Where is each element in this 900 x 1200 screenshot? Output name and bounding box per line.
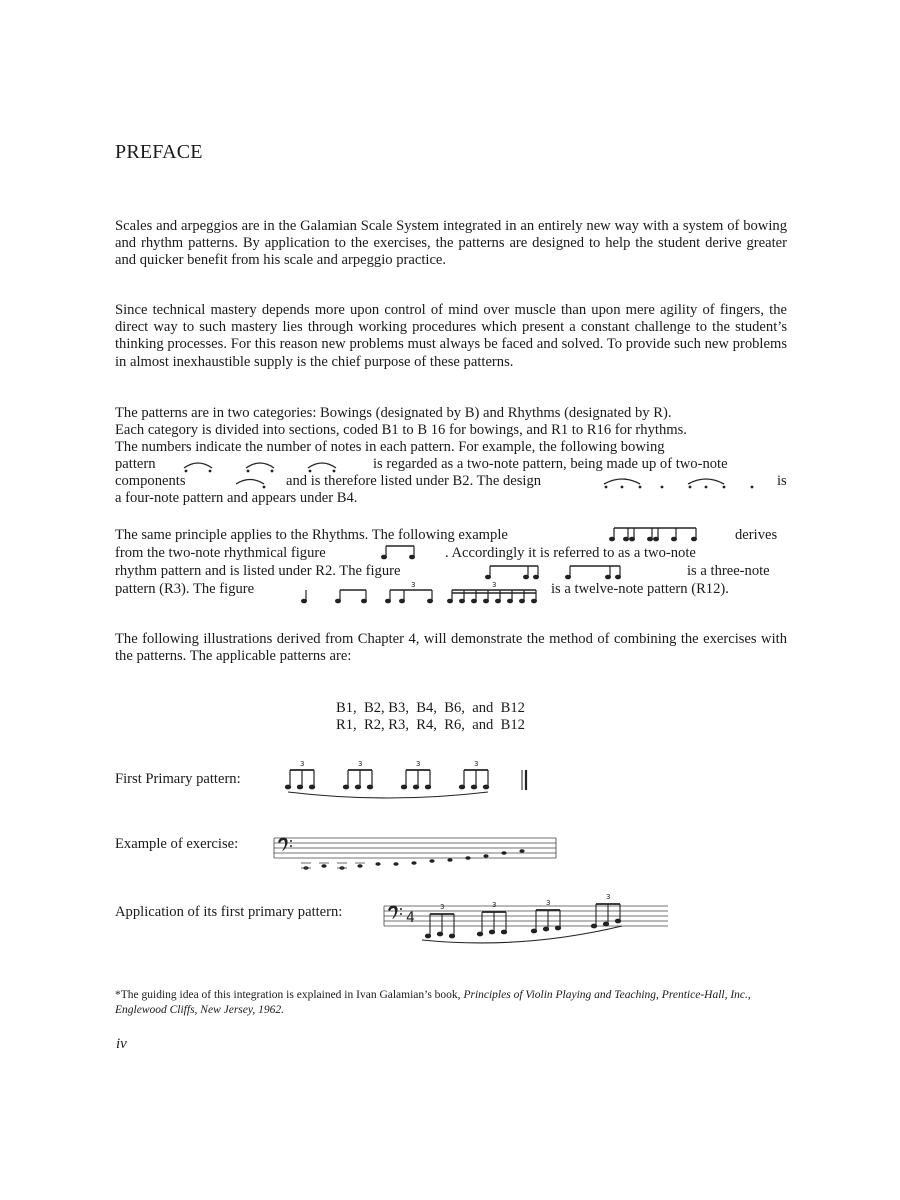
paragraph-intro: Scales and arpeggios are in the Galamian Scale System integrated in an entirely new way with a system of bowing and rhythm patterns. By application to the exercises, the patterns are designed to help the student derive greater and quicker benefit from his scale and arpeggio practice.: [115, 218, 787, 269]
paragraph-rhythms-line-2: [115, 545, 787, 563]
rhythm-twelve-note-figure-icon: [298, 578, 548, 608]
text-accordingly: . Accordingly it is referred to as a two-note: [445, 545, 696, 561]
text-twelve-note: is a twelve-note pattern (R12).: [551, 581, 729, 597]
text-listed-under-b2: and is therefore listed under B2. The design: [286, 473, 542, 489]
first-primary-pattern-label: First Primary pattern:: [115, 771, 241, 787]
applicable-rhythms: R1, R2, R3, R4, R6, and B12: [336, 717, 525, 733]
paragraph-categories-line-2: Each category is divided into sections, coded B1 to B 16 for bowings, and R1 to R16 for rhythms.: [115, 422, 687, 438]
text-figure-r3: pattern (R3). The figure: [115, 581, 255, 597]
text-components: components: [115, 473, 186, 489]
tuplet-three-label: 3: [411, 581, 416, 589]
applicable-bowings: B1, B2, B3, B4, B6, and B12: [336, 700, 525, 716]
paragraph-categories-line-3: The numbers indicate the number of notes in each pattern. For example, the following bowing: [115, 439, 665, 455]
footnote-book-title: Principles of Violin Playing and Teaching, Prentice-Hall, Inc., Englewood Cliffs, New Jersey, 1962.: [115, 989, 751, 1016]
applicable-patterns-list: [336, 700, 525, 734]
text-two-note-pattern: is regarded as a two-note pattern, being made up of two-note: [373, 456, 728, 472]
tuplet-three-label: 3: [440, 903, 445, 911]
text-three-note: is a three-note: [687, 563, 770, 579]
text-following-example: The same principle applies to the Rhythms. The following example: [115, 527, 508, 543]
tuplet-three-label: 3: [606, 893, 611, 901]
tuplet-three-label: 3: [416, 760, 421, 768]
bowing-four-note-design-icon: [600, 470, 770, 492]
bowing-slur-component-icon: [232, 472, 282, 492]
text-is: is: [777, 473, 787, 489]
page-heading: PREFACE: [115, 141, 203, 163]
tuplet-three-label: 3: [492, 581, 497, 589]
rhythm-example-icon: [608, 524, 704, 544]
paragraph-categories-line-6: a four-note pattern and appears under B4.: [115, 490, 358, 506]
application-first-primary-label: Application of its first primary pattern:: [115, 904, 343, 920]
tuplet-three-label: 3: [300, 760, 305, 768]
paragraph-technical-mastery: Since technical mastery depends more upon control of mind over muscle than upon mere agility of fingers, the direct way to such mastery lies through working procedures which present a constant challenge to the student’s thinking processes. For this reason new problems must always be faced and solved. To provide such new problems in almost inexhaustible supply is the chief purpose of these patterns.: [115, 302, 787, 370]
tuplet-three-label: 3: [492, 901, 497, 909]
text-figure-r2: rhythm pattern and is listed under R2. The figure: [115, 563, 401, 579]
tuplet-three-label: 3: [358, 760, 363, 768]
tuplet-three-label: 3: [474, 760, 479, 768]
application-staff-notation-icon: [382, 888, 674, 948]
exercise-staff-notation-icon: [272, 830, 562, 874]
footnote-text: *The guiding idea of this integration is explained in Ivan Galamian’s book,: [115, 989, 464, 1001]
first-primary-pattern-notation-icon: [282, 760, 542, 802]
svg-text:4: 4: [406, 910, 415, 926]
tuplet-three-label: 3: [546, 899, 551, 907]
paragraph-categories-line-1: The patterns are in two categories: Bowings (designated by B) and Rhythms (designated by R).: [115, 405, 672, 421]
example-of-exercise-label: Example of exercise:: [115, 836, 239, 852]
rhythm-two-note-figure-icon: [380, 542, 430, 562]
footnote: [115, 988, 795, 1018]
page-number: iv: [116, 1036, 127, 1052]
text-pattern: pattern: [115, 456, 156, 472]
text-derives: derives: [735, 527, 778, 543]
text-two-note-figure: from the two-note rhythmical figure: [115, 545, 326, 561]
paragraph-illustrations: The following illustrations derived from Chapter 4, will demonstrate the method of combining the exercises with the patterns. The applicable patterns are:: [115, 631, 787, 665]
